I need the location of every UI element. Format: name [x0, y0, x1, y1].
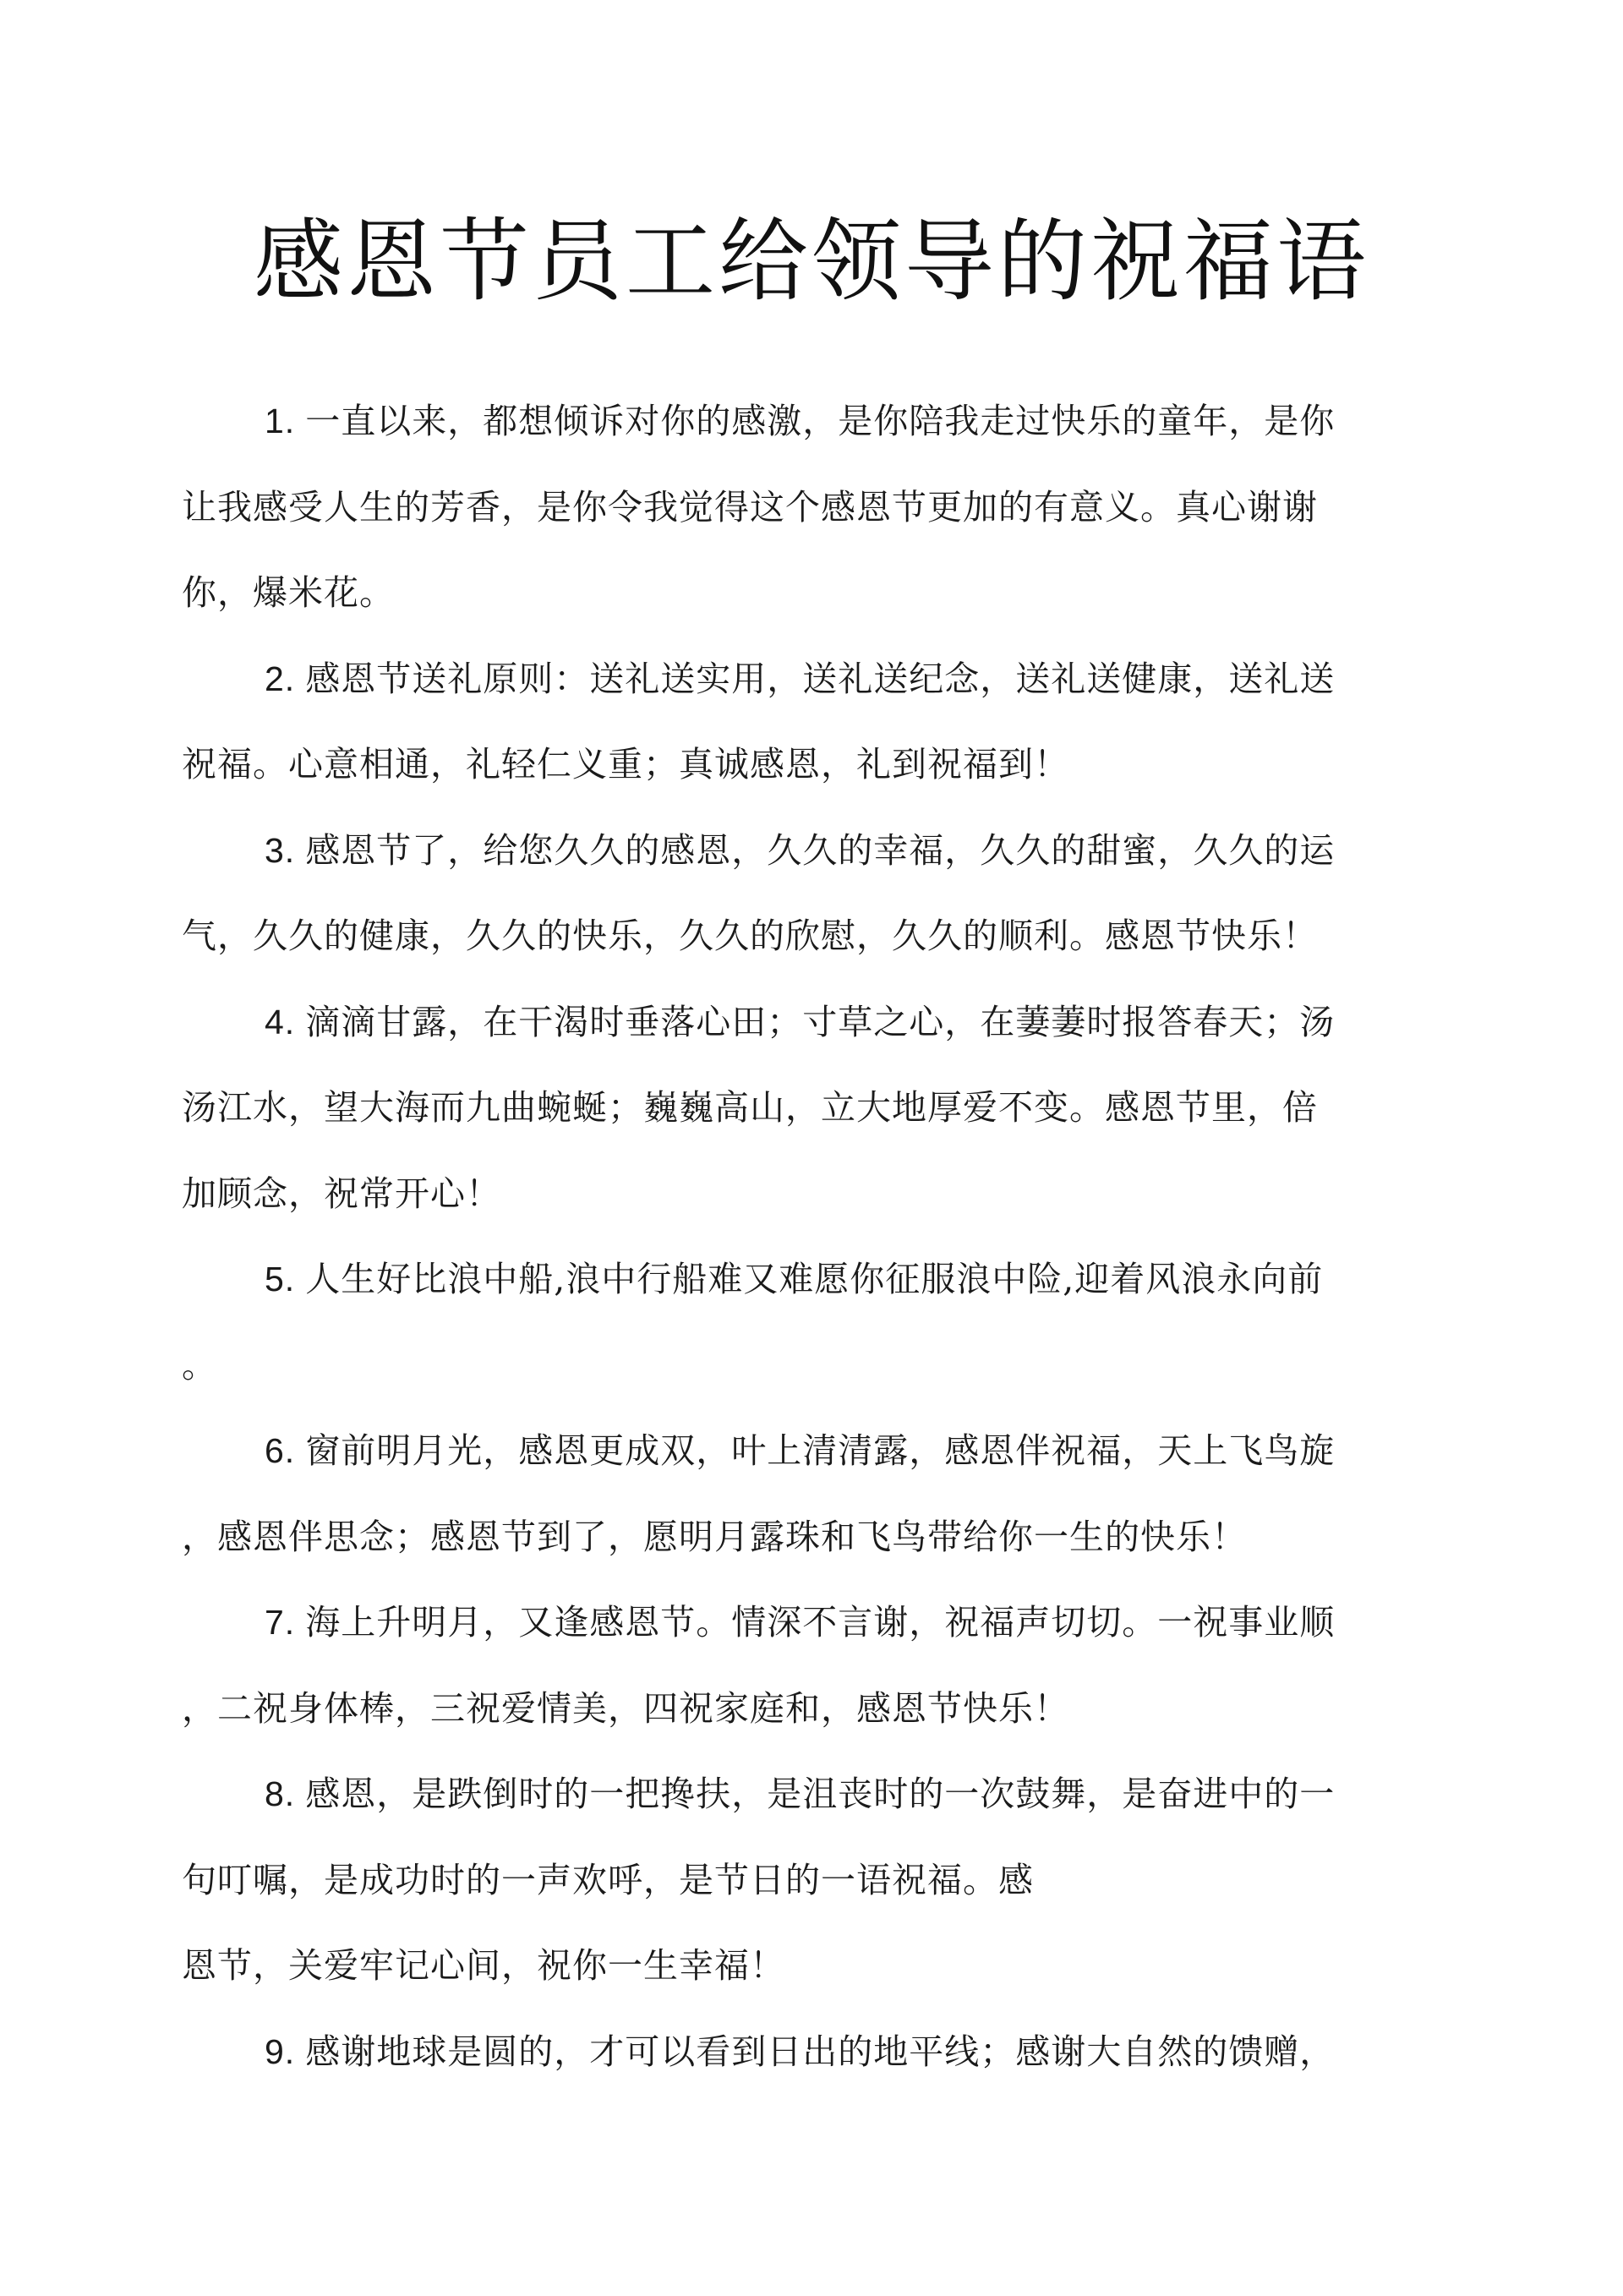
- paragraph-text: 加顾念，祝常开心！: [182, 1173, 501, 1214]
- paragraph-text: 感恩节了，给您久久的感恩，久久的幸福，久久的甜蜜，久久的运: [305, 830, 1336, 871]
- paragraph-number: 3.: [265, 831, 296, 870]
- paragraph-text: 汤江水，望大海而九曲蜿蜒；巍巍高山，立大地厚爱不变。感恩节里，倍: [182, 1087, 1318, 1128]
- paragraph-text: 感恩，是跌倒时的一把搀扶，是沮丧时的一次鼓舞，是奋进中的一: [305, 1774, 1336, 1814]
- document-title: 感恩节员工给领导的祝福语: [254, 210, 1369, 314]
- paragraph-line: [182, 482, 1318, 533]
- paragraph-text: 感恩节送礼原则：送礼送实用，送礼送纪念，送礼送健康，送礼送: [305, 659, 1336, 699]
- paragraph-first-line: [265, 1597, 1335, 1648]
- paragraph-first-line: [265, 653, 1335, 704]
- paragraph-first-line: [265, 825, 1335, 876]
- paragraph-text: ，感恩伴思念；感恩节到了，愿明月露珠和飞鸟带给你一生的快乐！: [182, 1517, 1247, 1557]
- paragraph-line: [182, 1855, 1034, 1905]
- paragraph-first-line: [265, 1425, 1335, 1476]
- paragraph-text: 气，久久的健康，久久的快乐，久久的欣慰，久久的顺利。感恩节快乐！: [182, 916, 1318, 956]
- paragraph-text: 滴滴甘露，在干渴时垂落心田；寸草之心，在萋萋时报答春天；汤: [305, 1002, 1336, 1042]
- paragraph-number: 5.: [265, 1260, 296, 1298]
- paragraph-text: 让我感受人生的芳香，是你令我觉得这个感恩节更加的有意义。真心谢谢: [182, 487, 1318, 528]
- paragraph-text: 感谢地球是圆的，才可以看到日出的地平线；感谢大自然的馈赠，: [305, 2031, 1336, 2072]
- paragraph-text: 你，爆米花。: [182, 572, 395, 613]
- paragraph-line: [182, 1683, 1069, 1734]
- paragraph-text: 恩节，关爱牢记心间，祝你一生幸福！: [182, 1945, 785, 1986]
- paragraph-number: 7.: [265, 1603, 296, 1642]
- paragraph-line: [182, 910, 1318, 961]
- paragraph-number: 4.: [265, 1003, 296, 1041]
- paragraph-line: [182, 567, 395, 618]
- paragraph-first-line: [265, 396, 1335, 446]
- paragraph-text: 祝福。心意相通，礼轻仁义重；真诚感恩，礼到祝福到！: [182, 744, 1069, 784]
- paragraph-text: 窗前明月光，感恩更成双，叶上清清露，感恩伴祝福，天上飞鸟旋: [305, 1430, 1336, 1471]
- paragraph-line: [182, 1340, 217, 1391]
- paragraph-number: 2.: [265, 659, 296, 698]
- paragraph-number: 9.: [265, 2032, 296, 2071]
- paragraph-text: ，二祝身体棒，三祝爱情美，四祝家庭和，感恩节快乐！: [182, 1688, 1069, 1729]
- paragraph-first-line: [265, 2026, 1335, 2077]
- paragraph-text: 海上升明月，又逢感恩节。情深不言谢，祝福声切切。一祝事业顺: [305, 1602, 1336, 1643]
- paragraph-first-line: [265, 997, 1335, 1047]
- paragraph-text: 人生好比浪中船,浪中行船难又难愿你征服浪中险,迎着风浪永向前: [305, 1259, 1324, 1299]
- paragraph-text: 句叮嘱，是成功时的一声欢呼，是节日的一语祝福。感: [182, 1860, 1034, 1900]
- paragraph-number: 1.: [265, 402, 296, 440]
- paragraph-line: [182, 1940, 785, 1991]
- paragraph-line: [182, 1512, 1247, 1562]
- paragraph-first-line: [265, 1254, 1323, 1304]
- paragraph-text: 。: [182, 1345, 217, 1386]
- paragraph-number: 6.: [265, 1431, 296, 1470]
- paragraph-line: [182, 1168, 501, 1219]
- paragraph-number: 8.: [265, 1774, 296, 1813]
- paragraph-line: [182, 739, 1069, 790]
- paragraph-text: 一直以来，都想倾诉对你的感激，是你陪我走过快乐的童年，是你: [305, 401, 1336, 441]
- paragraph-first-line: [265, 1768, 1335, 1819]
- paragraph-line: [182, 1082, 1318, 1133]
